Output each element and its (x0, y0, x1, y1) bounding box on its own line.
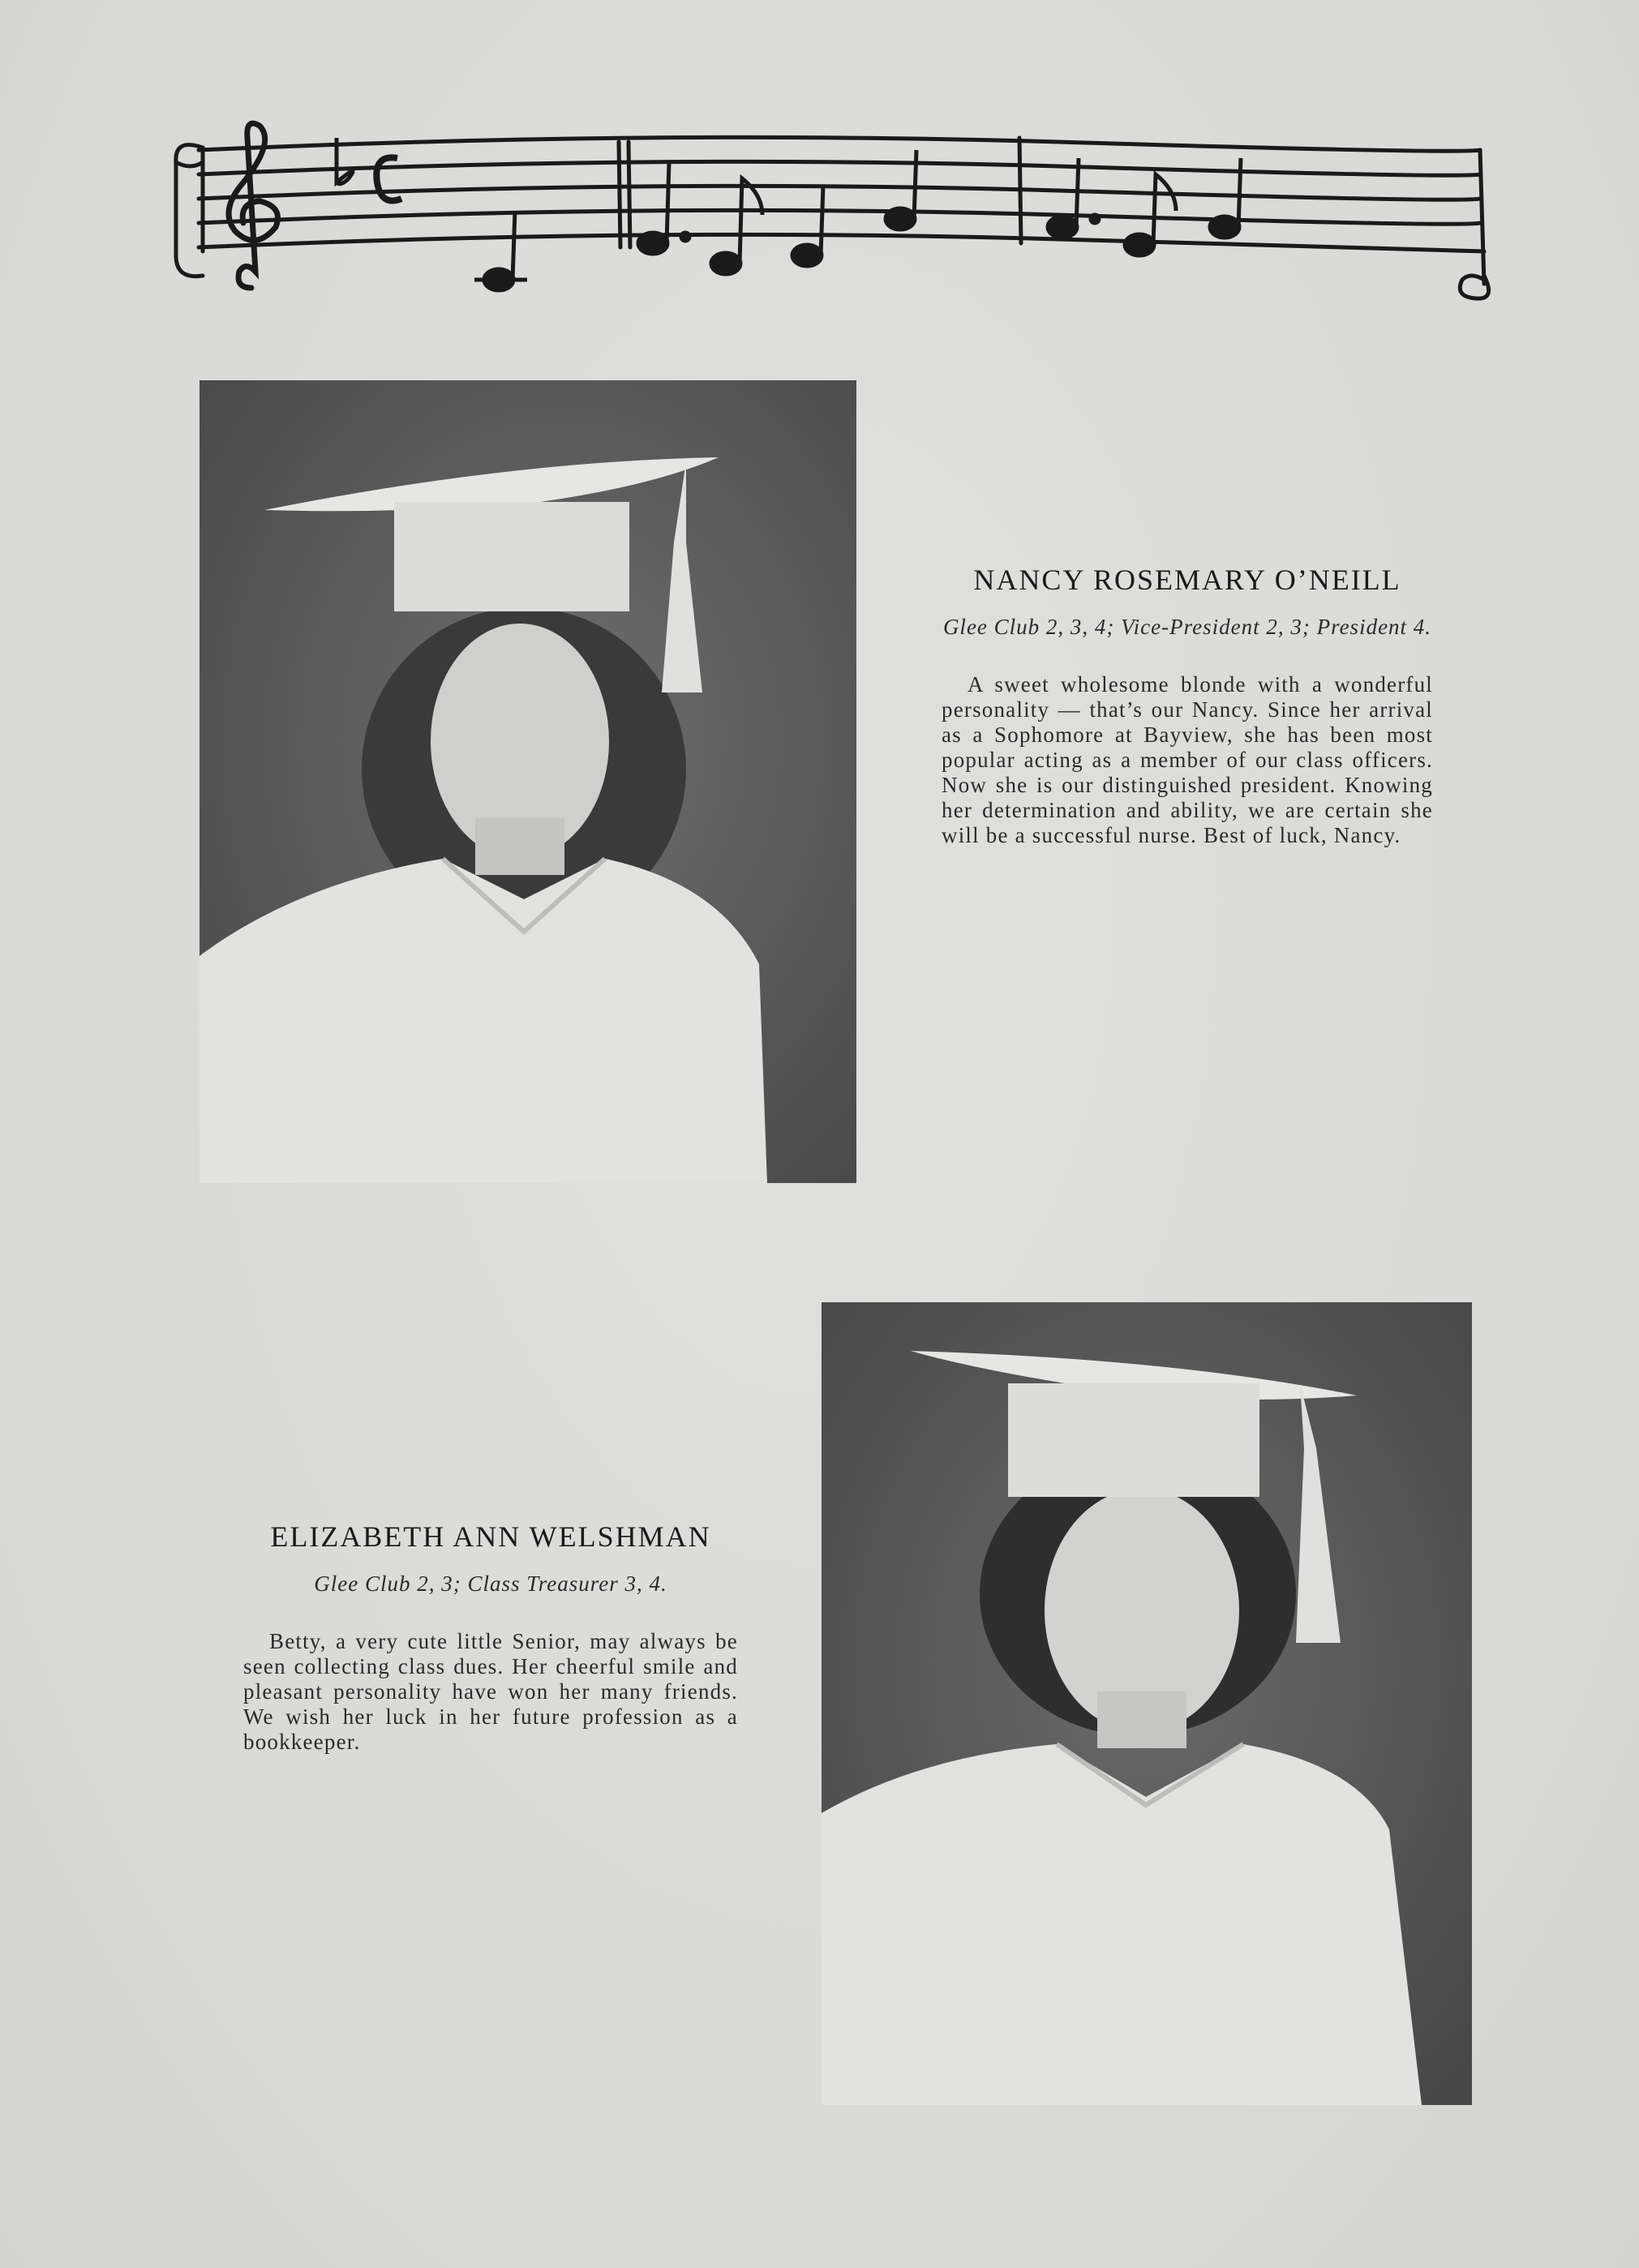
portrait-photo (822, 1302, 1472, 2105)
student-description: A sweet wholesome blonde with a wonderful personality — that’s our Nancy. Since her arrival as a Sophomore at Bayview, she has been most popular acting as a member of our class officers. Now she is our distinguished president. Knowing her determination and ability, we are certain she will be a successful nurse. Best of luck, Nancy. (942, 672, 1433, 847)
student-description: Betty, a very cute little Senior, may always be seen collecting class dues. Her cheerful smile and pleasant personality have won her many friends. We wish her luck in her future profession as a bookkeeper. (243, 1629, 738, 1754)
student-name: ELIZABETH ANN WELSHMAN (270, 1520, 711, 1553)
student-activities: Glee Club 2, 3, 4; Vice-President 2, 3; President 4. (942, 615, 1432, 639)
music-note-icon (474, 150, 1241, 290)
student-bio (243, 1520, 738, 1755)
student-name: NANCY ROSEMARY O’NEILL (973, 564, 1401, 596)
music-staff-banner (166, 114, 1512, 312)
portrait-photo (200, 380, 856, 1183)
student-bio (942, 564, 1433, 848)
common-time-icon (376, 157, 401, 200)
student-activities: Glee Club 2, 3; Class Treasurer 3, 4. (314, 1571, 667, 1596)
